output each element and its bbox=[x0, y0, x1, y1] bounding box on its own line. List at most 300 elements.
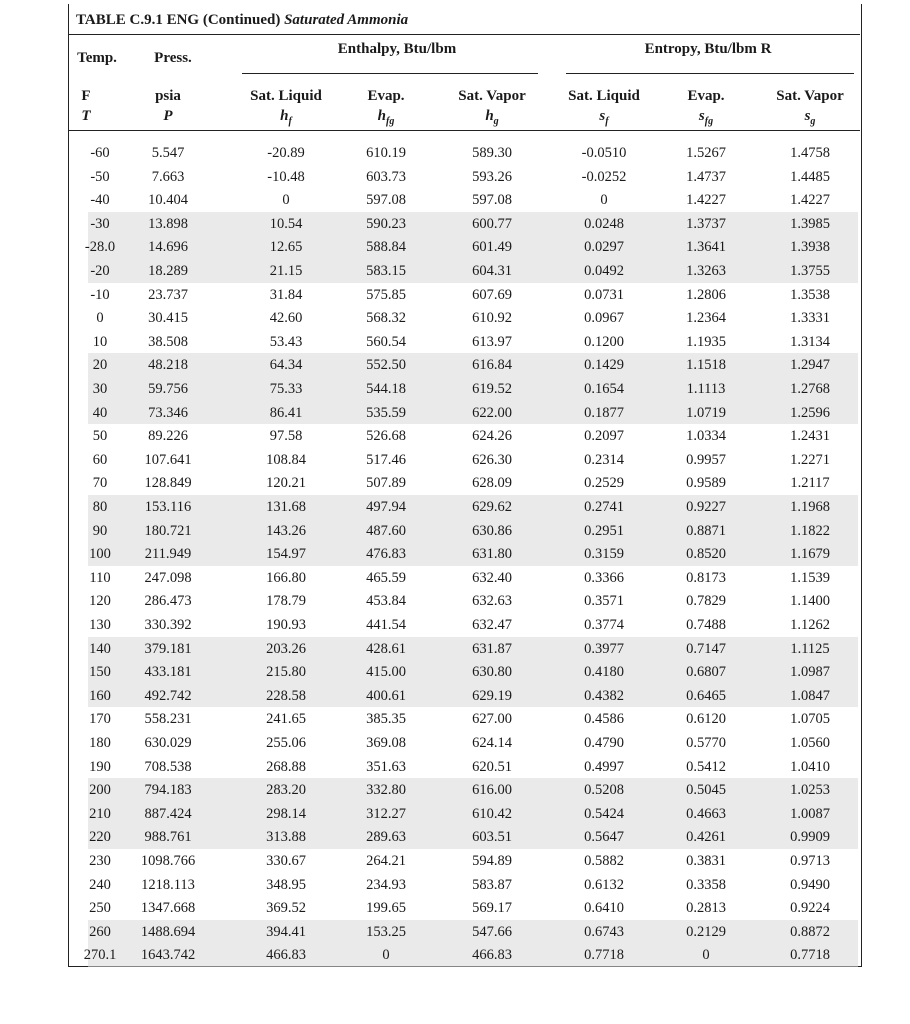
table-cell: 1643.742 bbox=[140, 947, 196, 964]
table-cell: 42.60 bbox=[269, 310, 303, 327]
table-cell: 379.181 bbox=[144, 640, 192, 657]
table-cell: 75.33 bbox=[269, 381, 303, 397]
table-cell: 594.89 bbox=[472, 853, 512, 869]
table-cell: 593.26 bbox=[472, 168, 512, 185]
table-cell: 0.5412 bbox=[686, 758, 726, 775]
table-cell: 64.34 bbox=[269, 357, 303, 374]
table-row bbox=[0, 169, 910, 193]
table-cell: 988.761 bbox=[144, 829, 192, 846]
table-row bbox=[0, 947, 910, 971]
table-cell: 70 bbox=[92, 475, 108, 492]
enthalpy-rule bbox=[242, 73, 538, 74]
table-cell: 31.84 bbox=[269, 286, 303, 303]
table-cell: 620.51 bbox=[472, 758, 512, 775]
table-cell: 13.898 bbox=[148, 215, 188, 232]
table-cell: 632.63 bbox=[472, 593, 512, 610]
table-cell: 178.79 bbox=[266, 593, 306, 610]
table-cell: 80 bbox=[92, 499, 108, 515]
table-cell: 86.41 bbox=[269, 404, 303, 421]
table-cell: 180 bbox=[89, 735, 111, 751]
table-cell: 0.1654 bbox=[584, 381, 624, 397]
table-cell: 283.20 bbox=[266, 782, 306, 799]
table-cell: 170 bbox=[89, 711, 111, 728]
table-cell: 616.84 bbox=[472, 357, 512, 374]
table-cell: 603.51 bbox=[472, 829, 512, 846]
table-cell: 0.1877 bbox=[584, 404, 624, 421]
table-cell: 569.17 bbox=[472, 900, 512, 917]
table-cell: 1.3331 bbox=[790, 310, 830, 327]
table-cell: 1.0847 bbox=[790, 687, 830, 704]
table-cell: 0.3831 bbox=[686, 853, 726, 869]
table-row bbox=[0, 829, 910, 853]
table-cell: 1.1935 bbox=[686, 333, 726, 350]
table-cell: 220 bbox=[89, 829, 111, 846]
table-cell: 0.2741 bbox=[584, 499, 624, 515]
table-cell: 48.218 bbox=[148, 357, 188, 374]
column-header-unit: Sat. Liquid bbox=[568, 88, 640, 104]
table-cell: 1.2947 bbox=[790, 357, 830, 374]
column-header-symbol: P bbox=[163, 108, 173, 124]
table-row bbox=[0, 428, 910, 452]
table-cell: 385.35 bbox=[366, 711, 406, 728]
table-row bbox=[0, 688, 910, 712]
table-cell: 234.93 bbox=[366, 876, 406, 893]
table-row bbox=[0, 617, 910, 641]
table-cell: 289.63 bbox=[366, 829, 406, 846]
table-row bbox=[0, 499, 910, 523]
table-cell: 465.59 bbox=[366, 569, 406, 586]
table-cell: 150 bbox=[89, 664, 111, 681]
table-cell: 632.40 bbox=[472, 569, 512, 586]
table-cell: 0.4586 bbox=[584, 711, 624, 728]
table-cell: 1.0410 bbox=[790, 758, 830, 775]
table-row bbox=[0, 853, 910, 877]
table-cell: 0.7147 bbox=[686, 640, 726, 657]
table-cell: 5.547 bbox=[151, 145, 185, 161]
table-cell: 1.3538 bbox=[790, 286, 830, 303]
table-row bbox=[0, 570, 910, 594]
table-cell: 228.58 bbox=[266, 687, 306, 704]
column-header-unit: Evap. bbox=[367, 88, 405, 104]
table-cell: 616.00 bbox=[472, 782, 512, 799]
table-cell: 153.25 bbox=[366, 923, 406, 940]
table-title: TABLE C.9.1 ENG (Continued) Saturated Ammonia bbox=[76, 12, 409, 28]
table-cell: 1.1968 bbox=[790, 499, 830, 515]
table-cell: 268.88 bbox=[266, 758, 306, 775]
table-cell: 631.87 bbox=[472, 640, 512, 657]
table-cell: 1.4227 bbox=[686, 192, 726, 209]
table-cell: 180.721 bbox=[144, 522, 192, 539]
table-cell: 627.00 bbox=[472, 711, 512, 728]
table-cell: 1.3641 bbox=[686, 239, 726, 256]
table-cell: -10.48 bbox=[267, 168, 305, 185]
table-cell: 270.1 bbox=[83, 947, 117, 964]
table-cell: 23.737 bbox=[148, 286, 188, 303]
table-cell: 330.67 bbox=[266, 853, 306, 869]
table-cell: 0 bbox=[382, 947, 390, 964]
table-cell: 0.6465 bbox=[686, 687, 726, 704]
column-header-symbol: $s_f$ bbox=[599, 108, 609, 127]
table-cell: 0.0731 bbox=[584, 286, 624, 303]
table-cell: 10.54 bbox=[269, 215, 303, 232]
table-cell: 0.2097 bbox=[584, 428, 624, 445]
table-cell: 7.663 bbox=[151, 168, 185, 185]
table-cell: 0.8173 bbox=[686, 569, 726, 586]
table-cell: 0.2529 bbox=[584, 475, 624, 492]
table-cell: 215.80 bbox=[266, 664, 306, 681]
table-cell: 1.1822 bbox=[790, 522, 830, 539]
table-cell: 887.424 bbox=[144, 805, 192, 822]
table-cell: 0.4790 bbox=[584, 735, 624, 751]
table-cell: 53.43 bbox=[269, 333, 303, 350]
table-cell: 0.2129 bbox=[686, 923, 726, 940]
table-cell: 20 bbox=[92, 357, 108, 374]
table-cell: 14.696 bbox=[148, 239, 188, 256]
table-row bbox=[0, 475, 910, 499]
table-cell: 1.5267 bbox=[686, 145, 726, 161]
table-row bbox=[0, 664, 910, 688]
table-cell: 108.84 bbox=[266, 451, 306, 468]
table-cell: 610.19 bbox=[366, 145, 406, 161]
table-cell: 330.392 bbox=[144, 617, 192, 633]
table-cell: 0.3977 bbox=[584, 640, 624, 657]
table-cell: 1.0253 bbox=[790, 782, 830, 799]
table-cell: 603.73 bbox=[366, 168, 406, 185]
table-row bbox=[0, 924, 910, 948]
table-cell: 30 bbox=[92, 381, 108, 397]
column-header-unit: Sat. Vapor bbox=[458, 88, 526, 104]
table-cell: 626.30 bbox=[472, 451, 512, 468]
table-cell: 394.41 bbox=[266, 923, 306, 940]
table-cell: 286.473 bbox=[144, 593, 192, 610]
table-cell: 0.9227 bbox=[686, 499, 726, 515]
table-cell: 575.85 bbox=[366, 286, 406, 303]
table-cell: 0.7718 bbox=[584, 947, 624, 964]
header-rule bbox=[68, 130, 860, 131]
table-cell: 247.098 bbox=[144, 569, 192, 586]
table-cell: 441.54 bbox=[366, 617, 406, 633]
table-cell: 492.742 bbox=[144, 687, 192, 704]
column-header-symbol: T bbox=[81, 108, 91, 124]
table-row bbox=[0, 239, 910, 263]
table-cell: 1.0560 bbox=[790, 735, 830, 751]
table-cell: 0.4382 bbox=[584, 687, 624, 704]
table-cell: 131.68 bbox=[266, 499, 306, 515]
table-cell: 0.6132 bbox=[584, 876, 624, 893]
table-cell: 1.4485 bbox=[790, 168, 830, 185]
table-cell: 1.1400 bbox=[790, 593, 830, 610]
table-cell: 143.26 bbox=[266, 522, 306, 539]
table-cell: 629.19 bbox=[472, 687, 512, 704]
table-row bbox=[0, 806, 910, 830]
table-row bbox=[0, 759, 910, 783]
table-cell: 624.26 bbox=[472, 428, 512, 445]
table-cell: 0.2951 bbox=[584, 522, 624, 539]
table-cell: 610.92 bbox=[472, 310, 512, 327]
table-cell: 630.029 bbox=[144, 735, 192, 751]
column-header-unit: psia bbox=[155, 88, 181, 104]
table-cell: 0.5208 bbox=[584, 782, 624, 799]
table-cell: 250 bbox=[89, 900, 111, 917]
column-header-symbol: $s_g$ bbox=[804, 108, 816, 127]
table-cell: 1.1679 bbox=[790, 546, 830, 563]
title-rule bbox=[68, 34, 860, 35]
table-cell: 0 bbox=[600, 192, 608, 209]
table-cell: 1.2768 bbox=[790, 381, 830, 397]
table-cell: 90 bbox=[92, 522, 108, 539]
table-cell: 629.62 bbox=[472, 499, 512, 515]
table-cell: 203.26 bbox=[266, 640, 306, 657]
table-cell: 240 bbox=[89, 876, 111, 893]
table-cell: 0.3358 bbox=[686, 876, 726, 893]
table-cell: 0.1429 bbox=[584, 357, 624, 374]
table-cell: 535.59 bbox=[366, 404, 406, 421]
table-cell: 568.32 bbox=[366, 310, 406, 327]
table-cell: 60 bbox=[92, 451, 108, 468]
table-cell: 0.3571 bbox=[584, 593, 624, 610]
table-cell: 107.641 bbox=[144, 451, 192, 468]
table-cell: 0.9957 bbox=[686, 451, 726, 468]
table-cell: 613.97 bbox=[472, 333, 512, 350]
table-cell: 369.08 bbox=[366, 735, 406, 751]
column-header-symbol: $h_g$ bbox=[485, 108, 499, 127]
table-cell: 630.86 bbox=[472, 522, 512, 539]
table-cell: -10 bbox=[90, 286, 110, 303]
table-cell: 0.8872 bbox=[790, 923, 830, 940]
table-cell: 128.849 bbox=[144, 475, 192, 492]
table-cell: 73.346 bbox=[148, 404, 188, 421]
table-cell: 0.4663 bbox=[686, 805, 726, 822]
table-cell: 1.2271 bbox=[790, 451, 830, 468]
table-cell: 628.09 bbox=[472, 475, 512, 492]
table-cell: 1.1518 bbox=[686, 357, 726, 374]
table-cell: 241.65 bbox=[266, 711, 306, 728]
table-cell: 59.756 bbox=[148, 381, 188, 397]
table-cell: 0 bbox=[282, 192, 290, 209]
table-cell: 1.4227 bbox=[790, 192, 830, 209]
table-row bbox=[0, 877, 910, 901]
table-cell: 89.226 bbox=[148, 428, 188, 445]
table-cell: 21.15 bbox=[269, 263, 303, 279]
table-cell: 597.08 bbox=[366, 192, 406, 209]
table-row bbox=[0, 216, 910, 240]
table-cell: 332.80 bbox=[366, 782, 406, 799]
table-cell: 264.21 bbox=[366, 853, 406, 869]
table-cell: 1.2117 bbox=[790, 475, 830, 492]
table-cell: 1.3938 bbox=[790, 239, 830, 256]
table-cell: 558.231 bbox=[144, 711, 192, 728]
table-cell: 211.949 bbox=[144, 546, 192, 563]
table-cell: 0.8520 bbox=[686, 546, 726, 563]
table-cell: 1347.668 bbox=[140, 900, 196, 917]
table-cell: 312.27 bbox=[366, 805, 406, 822]
table-cell: 1.1539 bbox=[790, 569, 830, 586]
table-cell: 0.3774 bbox=[584, 617, 624, 633]
table-cell: 619.52 bbox=[472, 381, 512, 397]
table-cell: 630.80 bbox=[472, 664, 512, 681]
table-row bbox=[0, 145, 910, 169]
table-cell: -20 bbox=[90, 263, 110, 279]
table-cell: 1.1262 bbox=[790, 617, 830, 633]
table-cell: 1488.694 bbox=[140, 923, 196, 940]
table-cell: -28.0 bbox=[84, 239, 116, 256]
table-cell: 0.9490 bbox=[790, 876, 830, 893]
table-cell: 1.3985 bbox=[790, 215, 830, 232]
table-cell: 298.14 bbox=[266, 805, 306, 822]
table-cell: 12.65 bbox=[269, 239, 303, 256]
table-cell: 1.3755 bbox=[790, 263, 830, 279]
table-cell: 1.0087 bbox=[790, 805, 830, 822]
table-cell: 1.1113 bbox=[686, 381, 726, 397]
table-cell: 190.93 bbox=[266, 617, 306, 633]
table-cell: 0.3366 bbox=[584, 569, 624, 586]
table-cell: 0.9589 bbox=[686, 475, 726, 492]
table-cell: 30.415 bbox=[148, 310, 188, 327]
table-cell: 0.0967 bbox=[584, 310, 624, 327]
table-cell: 120.21 bbox=[266, 475, 306, 492]
table-cell: 0.8871 bbox=[686, 522, 726, 539]
table-cell: 18.289 bbox=[148, 263, 188, 279]
table-cell: 0.5045 bbox=[686, 782, 726, 799]
table-cell: 0.0297 bbox=[584, 239, 624, 256]
table-cell: 0.5882 bbox=[584, 853, 624, 869]
table-cell: 0.0492 bbox=[584, 263, 624, 279]
table-cell: 1.3134 bbox=[790, 333, 830, 350]
table-cell: 428.61 bbox=[366, 640, 406, 657]
table-cell: 153.116 bbox=[144, 499, 192, 515]
table-cell: 0.2813 bbox=[686, 900, 726, 917]
table-cell: 1.2364 bbox=[686, 310, 726, 327]
table-cell: 415.00 bbox=[366, 664, 406, 681]
table-cell: 0.6120 bbox=[686, 711, 726, 728]
table-cell: 140 bbox=[89, 640, 111, 657]
table-cell: 0.3159 bbox=[584, 546, 624, 563]
table-row bbox=[0, 711, 910, 735]
table-cell: 0.5424 bbox=[584, 805, 624, 822]
table-row bbox=[0, 381, 910, 405]
column-header-top: Temp. bbox=[77, 50, 117, 66]
table-cell: 0.6807 bbox=[686, 664, 726, 681]
table-row bbox=[0, 192, 910, 216]
table-cell: 1.0334 bbox=[686, 428, 726, 445]
table-cell: 50 bbox=[92, 428, 108, 445]
table-cell: 1.2596 bbox=[790, 404, 830, 421]
table-cell: 466.83 bbox=[472, 947, 512, 964]
table-cell: 100 bbox=[89, 546, 111, 563]
table-cell: 10 bbox=[92, 333, 108, 350]
table-cell: 130 bbox=[89, 617, 111, 633]
table-cell: 466.83 bbox=[266, 947, 306, 964]
table-cell: 38.508 bbox=[148, 333, 188, 350]
table-cell: 0.0248 bbox=[584, 215, 624, 232]
table-cell: 453.84 bbox=[366, 593, 406, 610]
table-row bbox=[0, 357, 910, 381]
table-cell: -0.0252 bbox=[581, 168, 627, 185]
table-cell: 1.3263 bbox=[686, 263, 726, 279]
table-cell: 0.6743 bbox=[584, 923, 624, 940]
table-cell: 160 bbox=[89, 687, 111, 704]
table-cell: 0.9224 bbox=[790, 900, 830, 917]
table-row bbox=[0, 523, 910, 547]
table-cell: 600.77 bbox=[472, 215, 512, 232]
table-cell: 1.0987 bbox=[790, 664, 830, 681]
table-cell: -20.89 bbox=[267, 145, 305, 161]
table-row bbox=[0, 310, 910, 334]
table-cell: 255.06 bbox=[266, 735, 306, 751]
table-cell: 1.4758 bbox=[790, 145, 830, 161]
table-cell: 552.50 bbox=[366, 357, 406, 374]
column-header-unit: Sat. Liquid bbox=[250, 88, 322, 104]
table-cell: 0.5770 bbox=[686, 735, 726, 751]
table-row bbox=[0, 735, 910, 759]
table-cell: 0 bbox=[96, 310, 104, 327]
table-cell: 120 bbox=[89, 593, 111, 610]
table-cell: 476.83 bbox=[366, 546, 406, 563]
table-row bbox=[0, 641, 910, 665]
table-cell: 10.404 bbox=[148, 192, 188, 209]
table-cell: 517.46 bbox=[366, 451, 406, 468]
table-cell: 190 bbox=[89, 758, 111, 775]
table-cell: 0 bbox=[702, 947, 710, 964]
table-cell: 110 bbox=[89, 569, 111, 586]
column-header-unit: Sat. Vapor bbox=[776, 88, 844, 104]
table-cell: 610.42 bbox=[472, 805, 512, 822]
table-cell: 348.95 bbox=[266, 876, 306, 893]
column-header-symbol: $h_f$ bbox=[280, 108, 292, 127]
table-row bbox=[0, 287, 910, 311]
table-cell: 547.66 bbox=[472, 923, 512, 940]
table-cell: 200 bbox=[89, 782, 111, 799]
table-cell: 260 bbox=[89, 923, 111, 940]
table-cell: 589.30 bbox=[472, 145, 512, 161]
table-cell: 497.94 bbox=[366, 499, 406, 515]
table-cell: 1.1125 bbox=[790, 640, 830, 657]
table-cell: 433.181 bbox=[144, 664, 192, 681]
table-cell: -50 bbox=[90, 168, 110, 185]
table-cell: 583.15 bbox=[366, 263, 406, 279]
table-cell: 1.2431 bbox=[790, 428, 830, 445]
table-row bbox=[0, 452, 910, 476]
table-cell: 1098.766 bbox=[140, 853, 196, 869]
table-row bbox=[0, 900, 910, 924]
table-cell: 0.7718 bbox=[790, 947, 830, 964]
table-cell: 1.2806 bbox=[686, 286, 726, 303]
table-cell: 0.2314 bbox=[584, 451, 624, 468]
table-cell: -60 bbox=[90, 145, 110, 161]
table-cell: 313.88 bbox=[266, 829, 306, 846]
group-header-entropy: Entropy, Btu/lbm R bbox=[644, 41, 772, 57]
table-cell: 1218.113 bbox=[141, 876, 195, 893]
table-cell: 588.84 bbox=[366, 239, 406, 256]
table-cell: 166.80 bbox=[266, 569, 306, 586]
table-row bbox=[0, 334, 910, 358]
table-cell: 0.6410 bbox=[584, 900, 624, 917]
table-cell: 0.7829 bbox=[686, 593, 726, 610]
table-cell: 400.61 bbox=[366, 687, 406, 704]
column-header-top: Press. bbox=[154, 50, 192, 66]
table-cell: 583.87 bbox=[472, 876, 512, 893]
table-cell: 1.4737 bbox=[686, 168, 726, 185]
table-cell: 607.69 bbox=[472, 286, 512, 303]
table-cell: 604.31 bbox=[472, 263, 512, 279]
group-header-enthalpy: Enthalpy, Btu/lbm bbox=[337, 41, 457, 57]
table-cell: 622.00 bbox=[472, 404, 512, 421]
table-cell: 708.538 bbox=[144, 758, 192, 775]
table-cell: 0.4261 bbox=[686, 829, 726, 846]
table-row bbox=[0, 546, 910, 570]
table-cell: -40 bbox=[90, 192, 110, 209]
table-cell: 794.183 bbox=[144, 782, 192, 799]
